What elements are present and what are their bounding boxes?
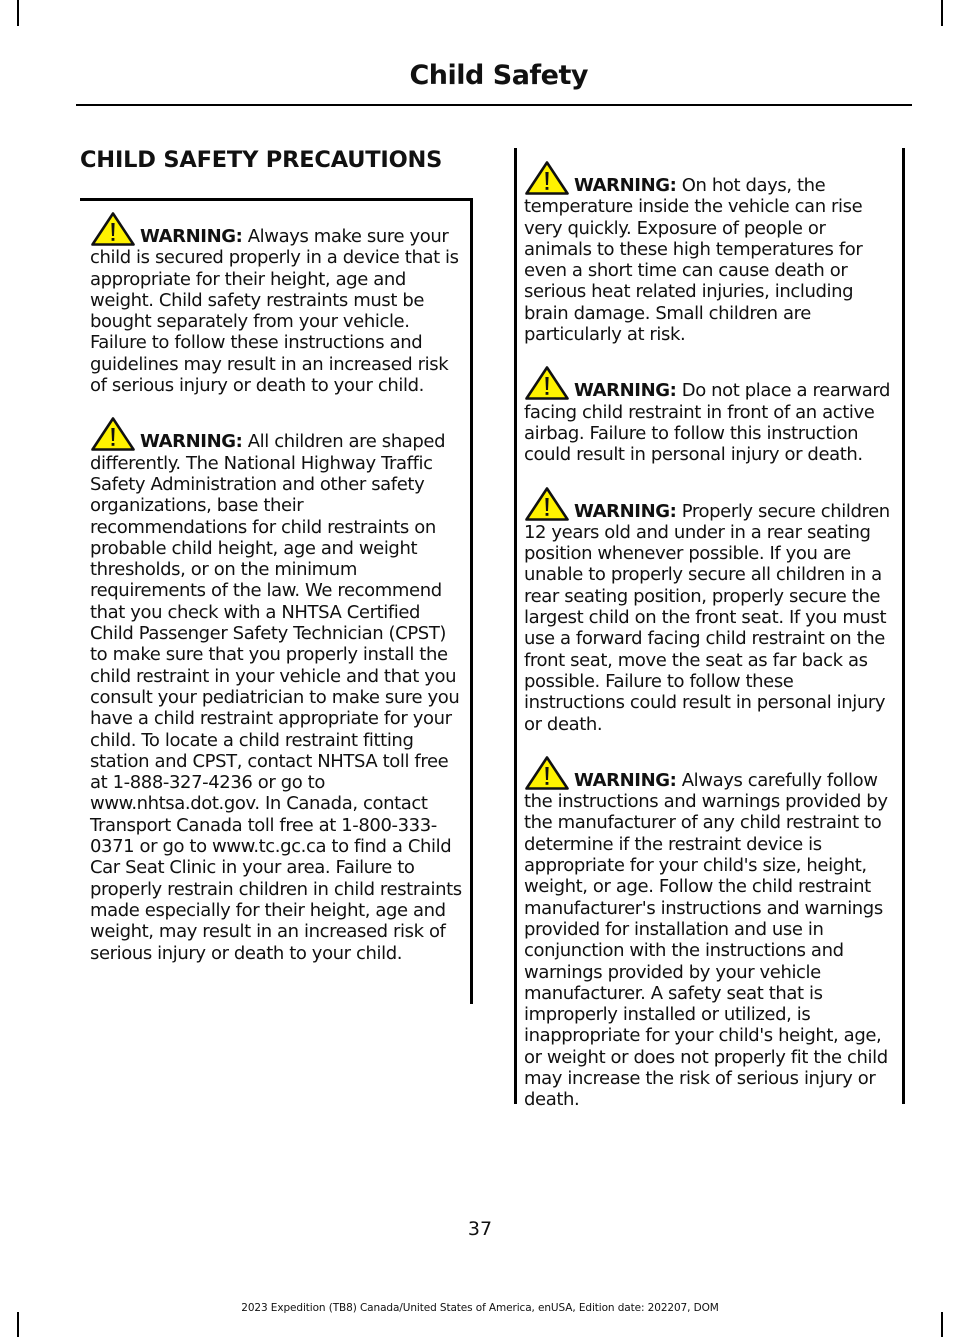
warning-text: Always make sure your child is secured properly in a device that is appropriate for their height, age and weight. Child safety restraints must be bought separately from your vehicle. Failure to follow these instructions and guidelines may result in an increased risk of serious injury or death to your child. xyxy=(90,226,459,397)
left-warning-box xyxy=(80,198,473,1004)
crop-mark-top-left xyxy=(17,0,19,26)
footer-edition-info: 2023 Expedition (TB8) Canada/United States of America, enUSA, Edition date: 202207, DOM xyxy=(241,1302,719,1314)
warning-triangle-icon xyxy=(90,416,136,452)
warning-triangle-icon xyxy=(90,211,136,247)
page-header-title: Child Safety xyxy=(409,60,588,91)
warning-label: WARNING: xyxy=(140,431,243,453)
warning-text: On hot days, the temperature inside the vehicle can rise very quickly. Exposure of people or animals to these high temperatures for even a short time can cause death or serious heat related injuries, including brain damage. Small children are particularly at risk. xyxy=(524,175,863,346)
warning-label: WARNING: xyxy=(574,500,677,522)
warning-triangle-icon xyxy=(524,486,570,522)
warning-label: WARNING: xyxy=(574,769,677,791)
crop-mark-bottom-left xyxy=(17,1312,19,1337)
section-title: CHILD SAFETY PRECAUTIONS xyxy=(80,147,443,173)
warning-text: All children are shaped differently. The National Highway Traffic Safety Administration and other safety organizations, base their recommendations for child restraints on probable child height, age and weight thresholds, or on the minimum requirements of the law. We recommend that you check with a NHTSA Certified Child Passenger Safety Technician (CPST) to make sure that you properly install the child restraint in your vehicle and that you consult your pediatrician to make sure you have a child restraint appropriate for your child. To locate a child restraint fitting station and CPST, contact NHTSA toll free at 1-888-327-4236 or go to www.nhtsa.dot.gov. In Canada, contact Transport Canada toll free at 1-800-333-0371 or go to www.tc.gc.ca to find a Child Car Seat Clinic in your area. Failure to properly restrain children in child restraints made especially for their height, age and weight, may result in an increased risk of serious injury or death to your child. xyxy=(90,431,462,964)
page-number: 37 xyxy=(467,1218,493,1240)
warning-paragraph xyxy=(517,755,902,1111)
warning-paragraph xyxy=(517,160,902,345)
warning-triangle-icon xyxy=(524,160,570,196)
warning-paragraph xyxy=(517,486,902,735)
warning-label: WARNING: xyxy=(574,380,677,402)
warning-label: WARNING: xyxy=(140,226,243,247)
crop-mark-bottom-right xyxy=(941,1312,943,1337)
warning-triangle-icon xyxy=(524,755,570,791)
warning-triangle-icon xyxy=(524,365,570,401)
warning-text: Do not place a rearward facing child restraint in front of an active airbag. Failure to follow this instruction could result in personal injury or death. xyxy=(524,380,891,466)
crop-mark-top-right xyxy=(941,0,943,26)
right-warning-box xyxy=(514,148,905,1111)
warning-paragraph xyxy=(80,416,470,963)
warning-label: WARNING: xyxy=(574,175,677,196)
header-rule xyxy=(76,104,912,106)
warning-text: Always carefully follow the instructions and warnings provided by the manufacturer of any child restraint to determine if the restraint device is appropriate for your child's size, height, weight, or age. Follow the child restraint manufacturer's instructions and warnings provided for installation and use in conjunction with the instructions and warnings provided by your vehicle manufacturer. A safety seat that is improperly installed or utilized, is inappropriate for your child's height, age, or weight or does not properly fit the child may increase the risk of serious injury or death. xyxy=(524,769,888,1111)
warning-text: Properly secure children 12 years old and under in a rear seating position whenever possible. If you are unable to properly secure all children in a rear seating position, properly secure the largest child on the front seat. If you must use a forward facing child restraint on the front seat, move the seat as far back as possible. Failure to follow these instructions could result in personal injury or death. xyxy=(524,500,890,735)
warning-paragraph xyxy=(80,211,470,396)
warning-paragraph xyxy=(517,365,902,465)
